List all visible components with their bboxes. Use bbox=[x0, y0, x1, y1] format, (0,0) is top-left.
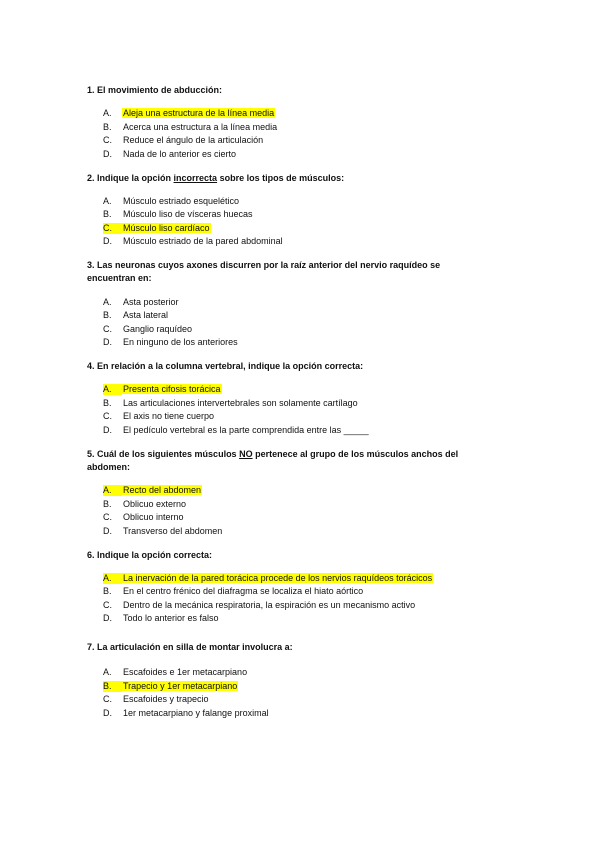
option-b[interactable]: B. Asta lateral bbox=[103, 310, 169, 320]
question-title: 5. Cuál de los siguientes músculos NO pertenece al grupo de los músculos anchos del abdomen: bbox=[87, 449, 459, 472]
option-b[interactable]: B. Músculo liso de vísceras huecas bbox=[103, 209, 253, 219]
question-1 bbox=[87, 84, 487, 159]
question-title: 4. En relación a la columna vertebral, indique la opción correcta: bbox=[87, 361, 364, 371]
option-d[interactable]: D. En ninguno de los anteriores bbox=[103, 337, 238, 347]
option-d[interactable]: D. El pedículo vertebral es la parte comprendida entre las _____ bbox=[103, 425, 369, 435]
question-7 bbox=[87, 641, 487, 718]
option-a[interactable]: A. Escafoides e 1er metacarpiano bbox=[103, 667, 248, 677]
option-d[interactable]: D. Músculo estriado de la pared abdominal bbox=[103, 236, 283, 246]
option-a[interactable]: A. Músculo estriado esquelético bbox=[103, 196, 240, 206]
option-a[interactable]: A. La inervación de la pared torácica procede de los nervios raquídeos torácicos bbox=[103, 573, 433, 583]
option-b[interactable]: B. Las articulaciones intervertebrales son solamente cartílago bbox=[103, 398, 358, 408]
question-title: 7. La articulación en silla de montar involucra a: bbox=[87, 642, 293, 652]
question-2 bbox=[87, 172, 487, 246]
option-a[interactable]: A. Presenta cifosis torácica bbox=[103, 384, 221, 394]
option-c[interactable]: C. Escafoides y trapecio bbox=[103, 694, 209, 704]
option-b[interactable]: B. Trapecio y 1er metacarpiano bbox=[103, 681, 238, 691]
option-a[interactable]: A. Aleja una estructura de la línea media bbox=[103, 108, 275, 118]
option-d[interactable]: D. Transverso del abdomen bbox=[103, 526, 223, 536]
option-c[interactable]: C. Dentro de la mecánica respiratoria, la espiración es un mecanismo activo bbox=[103, 600, 416, 610]
question-title: 2. Indique la opción incorrecta sobre los tipos de músculos: bbox=[87, 173, 345, 183]
option-a[interactable]: A. Asta posterior bbox=[103, 297, 179, 307]
option-a[interactable]: A. Recto del abdomen bbox=[103, 485, 202, 495]
option-c[interactable]: C. Ganglio raquídeo bbox=[103, 324, 193, 334]
question-title: 1. El movimiento de abducción: bbox=[87, 85, 223, 95]
question-4 bbox=[87, 360, 487, 435]
question-3 bbox=[87, 259, 487, 347]
question-title: 3. Las neuronas cuyos axones discurren por la raíz anterior del nervio raquídeo se encuentran en: bbox=[87, 260, 441, 283]
option-d[interactable]: D. Nada de lo anterior es cierto bbox=[103, 149, 237, 159]
option-d[interactable]: D. Todo lo anterior es falso bbox=[103, 613, 219, 623]
option-c[interactable]: C. Músculo liso cardíaco bbox=[103, 223, 210, 233]
option-c[interactable]: C. Oblicuo interno bbox=[103, 512, 184, 522]
option-b[interactable]: B. Oblicuo externo bbox=[103, 499, 187, 509]
option-d[interactable]: D. 1er metacarpiano y falange proximal bbox=[103, 708, 269, 718]
option-b[interactable]: B. Acerca una estructura a la línea media bbox=[103, 122, 278, 132]
option-c[interactable]: C. El axis no tiene cuerpo bbox=[103, 411, 215, 421]
question-title: 6. Indique la opción correcta: bbox=[87, 550, 213, 560]
question-5 bbox=[87, 448, 487, 536]
option-b[interactable]: B. En el centro frénico del diafragma se localiza el hiato aórtico bbox=[103, 586, 364, 596]
option-c[interactable]: C. Reduce el ángulo de la articulación bbox=[103, 135, 264, 145]
question-6 bbox=[87, 549, 487, 623]
